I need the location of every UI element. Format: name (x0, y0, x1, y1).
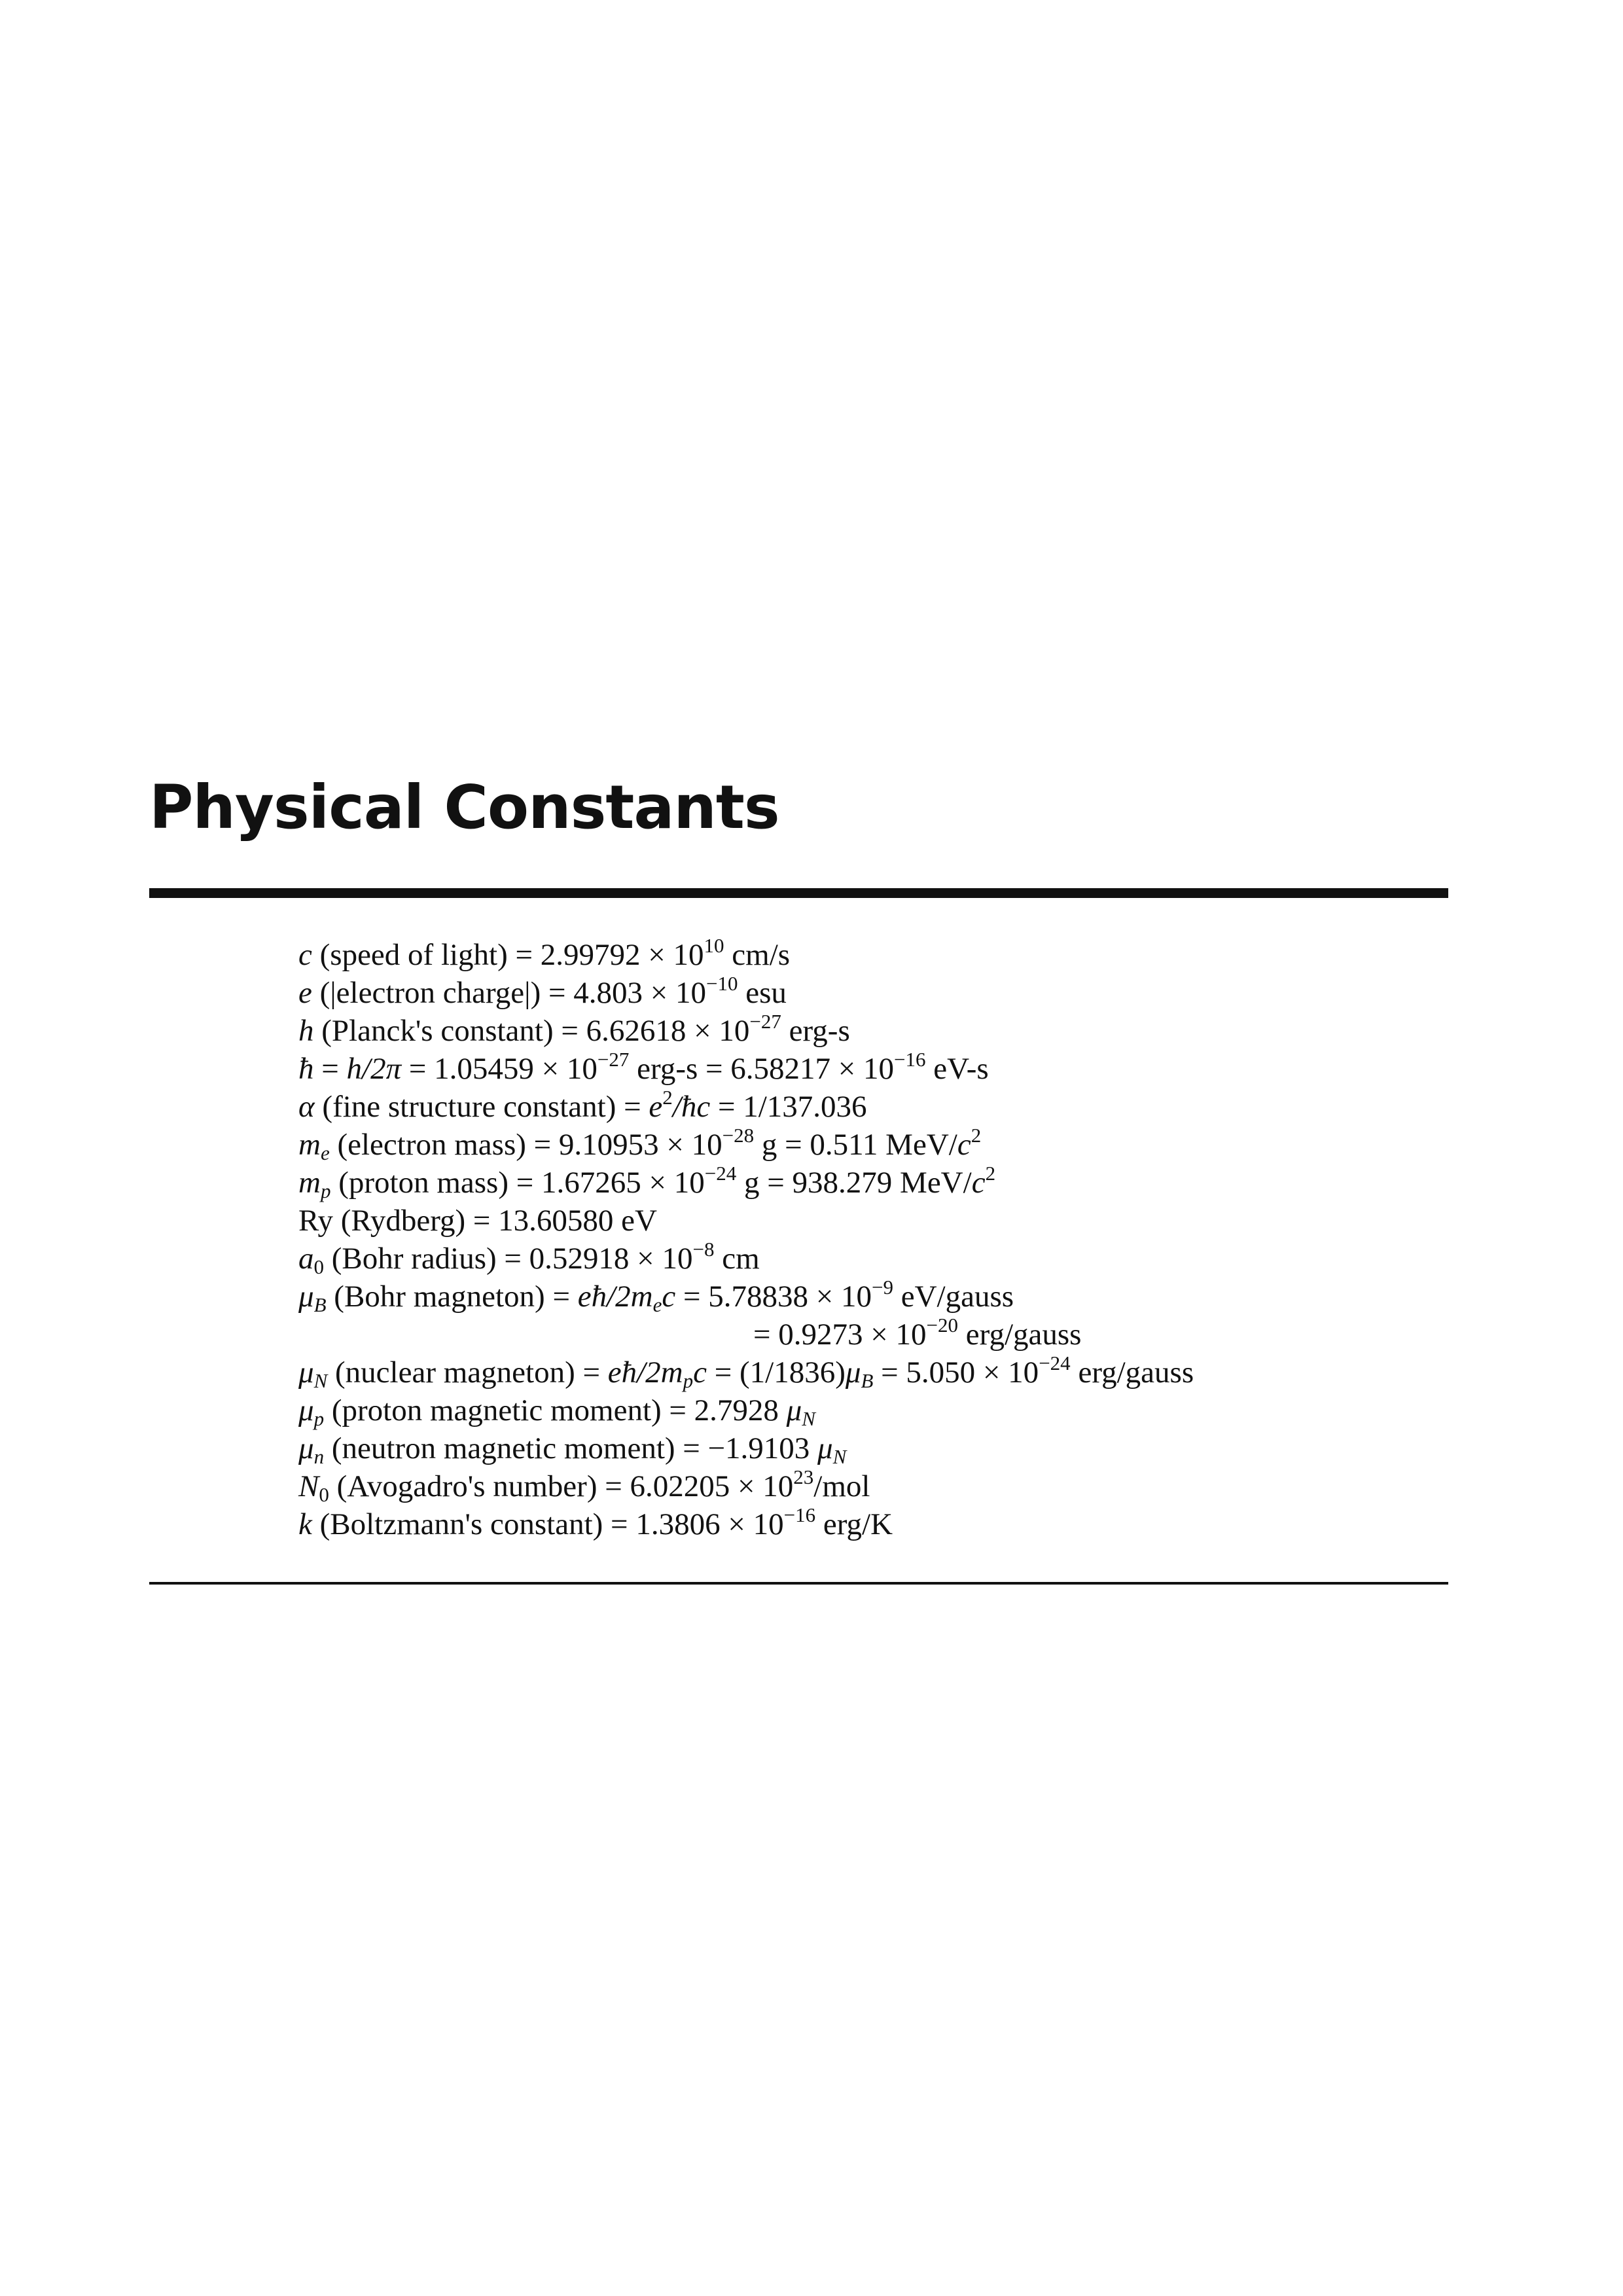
bottom-rule (149, 1582, 1448, 1585)
symbol: h (298, 1014, 314, 1048)
c-symbol: c (971, 1166, 986, 1200)
unit: erg/gauss (958, 1318, 1082, 1352)
unit: eV-s (925, 1052, 989, 1086)
title-rule (149, 888, 1448, 898)
constants-list (298, 933, 1194, 1543)
symbol: μ (298, 1431, 314, 1465)
exponent: −20 (926, 1313, 959, 1336)
symbol: k (298, 1507, 312, 1541)
constant-nuclear-magneton (298, 1351, 1194, 1392)
formula-rest: c (693, 1355, 707, 1390)
label: (Bohr radius) = 0.52918 × 10 (324, 1242, 693, 1276)
exponent: −8 (692, 1237, 715, 1261)
value: = 0.9273 × 10 (753, 1318, 927, 1352)
value: = 1/137.036 (710, 1090, 867, 1124)
formula-exponent: 2 (662, 1085, 673, 1109)
label: (Avogadro's number) = 6.02205 × 10 (329, 1469, 794, 1503)
value: = 1.05459 × 10 (401, 1052, 597, 1086)
exponent: −27 (749, 1009, 781, 1033)
symbol: m (298, 1166, 321, 1200)
formula-subscript: e (652, 1293, 662, 1316)
constant-fine-structure (298, 1085, 1194, 1126)
exponent: 23 (793, 1465, 814, 1488)
symbol: ħ (298, 1052, 314, 1086)
symbol: μ (298, 1355, 314, 1390)
unit: esu (738, 976, 787, 1010)
constant-proton-mass (298, 1161, 1194, 1202)
subscript: 0 (313, 1255, 325, 1278)
unit: erg-s (781, 1014, 850, 1048)
c-symbol: c (957, 1128, 971, 1162)
value: = 5.050 × 10 (873, 1355, 1039, 1390)
label: (nuclear magneton) = (327, 1355, 608, 1390)
formula-rest: c (662, 1280, 676, 1314)
mu-symbol: μ (786, 1393, 802, 1427)
value-alt: g = 0.511 MeV/ (754, 1128, 957, 1162)
subscript: p (313, 1407, 325, 1430)
constant-planck (298, 1009, 1194, 1050)
symbol: N (298, 1469, 319, 1503)
exponent: −24 (704, 1161, 737, 1185)
symbol: m (298, 1128, 321, 1162)
mu-subscript: N (802, 1407, 815, 1430)
label: (electron mass) = 9.10953 × 10 (329, 1128, 722, 1162)
label: (proton mass) = 1.67265 × 10 (330, 1166, 705, 1200)
constant-reduced-planck (298, 1047, 1194, 1088)
formula: eħ/2m (607, 1355, 683, 1390)
formula-rest: /ħc (672, 1090, 711, 1124)
mu-subscript: B (861, 1369, 874, 1392)
exponent: −9 (872, 1275, 893, 1299)
constant-proton-magnetic-moment (298, 1391, 1194, 1429)
symbol: e (298, 976, 312, 1010)
label: (Planck's constant) = 6.62618 × 10 (313, 1014, 750, 1048)
constant-rydberg (298, 1202, 1194, 1240)
unit: eV/gauss (893, 1280, 1014, 1314)
label: (|electron charge|) = 4.803 × 10 (312, 976, 706, 1010)
mu-subscript: N (832, 1444, 847, 1468)
symbol: α (298, 1090, 315, 1124)
exponent-alt: −16 (894, 1047, 926, 1071)
formula-e: e (649, 1090, 663, 1124)
constant-bohr-radius (298, 1237, 1194, 1278)
unit: /mol (813, 1469, 870, 1503)
mu-symbol: μ (845, 1355, 861, 1390)
subscript: B (313, 1293, 327, 1316)
exponent: −24 (1039, 1351, 1071, 1374)
constant-boltzmann (298, 1505, 1194, 1543)
exponent: 10 (704, 933, 724, 957)
constant-bohr-magneton-alt (298, 1313, 1194, 1354)
subscript: N (313, 1369, 328, 1392)
symbol: c (298, 938, 312, 972)
c-exponent: 2 (971, 1123, 982, 1147)
ratio: = (1/1836) (707, 1355, 846, 1390)
unit: erg/K (815, 1507, 893, 1541)
constant-electron-mass (298, 1123, 1194, 1164)
c-exponent: 2 (985, 1161, 996, 1185)
exponent: −28 (722, 1123, 755, 1147)
constant-speed-of-light (298, 933, 1194, 974)
exponent: −10 (706, 971, 738, 995)
label: (fine structure constant) = (314, 1090, 649, 1124)
value-alt: erg-s = 6.58217 × 10 (629, 1052, 895, 1086)
symbol: μ (298, 1280, 314, 1314)
constant-bohr-magneton (298, 1275, 1194, 1316)
constant-avogadro (298, 1467, 1194, 1505)
label: (speed of light) = 2.99792 × 10 (312, 938, 704, 972)
page-title: Physical Constants (149, 772, 779, 842)
exponent: −27 (597, 1047, 630, 1071)
constant-neutron-magnetic-moment (298, 1429, 1194, 1467)
formula-subscript: p (683, 1369, 694, 1392)
subscript: 0 (319, 1482, 329, 1506)
unit: cm (714, 1242, 760, 1276)
constant-electron-charge (298, 971, 1194, 1012)
symbol: μ (298, 1393, 314, 1427)
exponent: −16 (783, 1503, 816, 1526)
value-alt: g = 938.279 MeV/ (736, 1166, 972, 1200)
equals: = (313, 1052, 347, 1086)
subscript: p (320, 1179, 331, 1202)
label: (neutron magnetic moment) = −1.9103 (324, 1431, 818, 1465)
label: (Boltzmann's constant) = 1.3806 × 10 (312, 1507, 784, 1541)
subscript: e (320, 1141, 330, 1164)
subscript: n (313, 1444, 325, 1468)
value: = 5.78838 × 10 (675, 1280, 872, 1314)
label: Ry (Rydberg) = 13.60580 eV (298, 1204, 657, 1238)
mu-symbol: μ (817, 1431, 833, 1465)
formula: eħ/2m (577, 1280, 653, 1314)
formula: h/2π (346, 1052, 402, 1086)
unit: cm/s (724, 938, 791, 972)
label: (proton magnetic moment) = 2.7928 (324, 1393, 787, 1427)
unit: erg/gauss (1070, 1355, 1194, 1390)
symbol: a (298, 1242, 314, 1276)
label: (Bohr magneton) = (326, 1280, 578, 1314)
